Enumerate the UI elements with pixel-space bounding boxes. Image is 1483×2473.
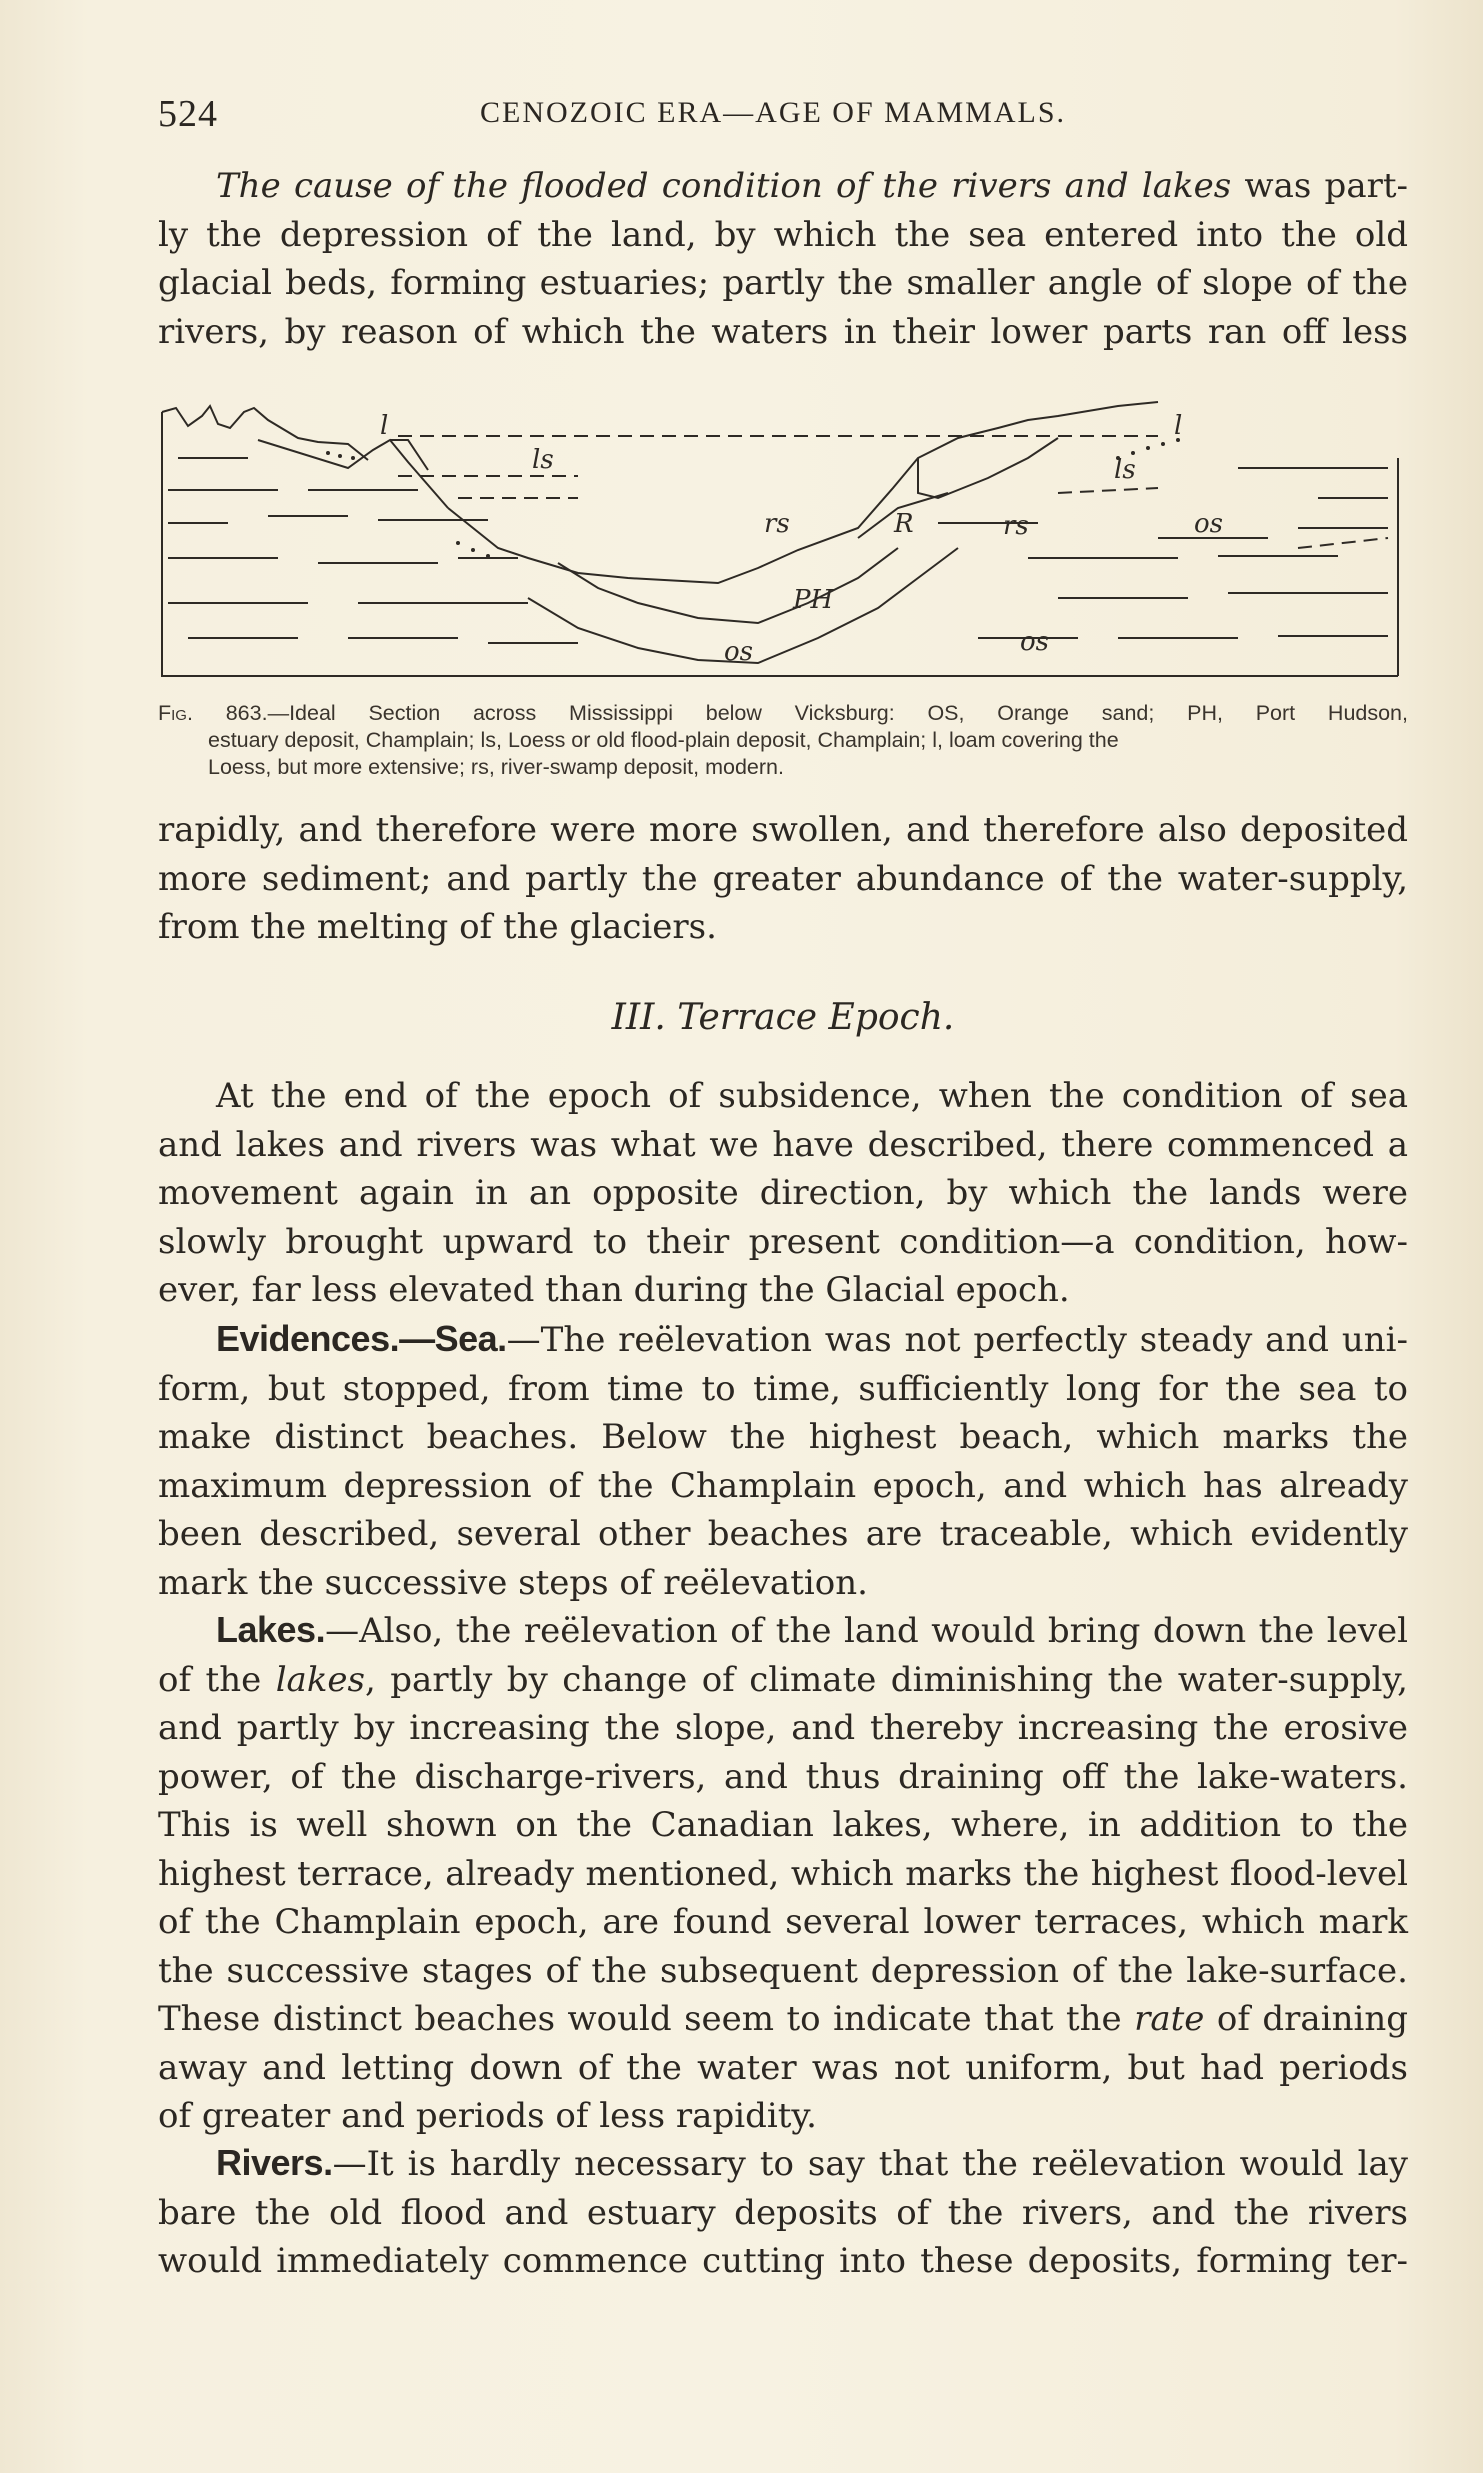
label-os-bottom-left: os bbox=[724, 637, 753, 667]
text-line: Rivers.—It is hardly necessary to say that the reëlevation would lay bbox=[216, 2142, 1408, 2184]
text-line: from the melting of the glaciers. bbox=[158, 907, 717, 947]
text-line: been described, several other beaches are traceable, which evidently bbox=[158, 1514, 1408, 1554]
text-line: the successive stages of the subsequent depression of the lake-surface. bbox=[158, 1950, 1408, 1991]
text-line: slowly brought upward to their present condition—a condition, how- bbox=[158, 1221, 1408, 1262]
text-line: of the lakes, partly by change of climate diminishing the water-supply, bbox=[158, 1659, 1408, 1700]
paragraph-flooded-condition bbox=[158, 162, 1408, 356]
text-line: would immediately commence cutting into these deposits, forming ter- bbox=[158, 2241, 1408, 2281]
figure-label: Fig. 863. bbox=[158, 701, 268, 725]
text-line: At the end of the epoch of subsidence, when the condition of sea bbox=[216, 1076, 1408, 1116]
text-line: The cause of the flooded condition of the rivers and lakes was part- bbox=[216, 166, 1408, 206]
paragraph-continuation bbox=[158, 806, 1408, 952]
label-rs-left: rs bbox=[764, 509, 790, 539]
valley-floor bbox=[448, 402, 1158, 583]
caption-line: estuary deposit, Champlain; ls, Loess or old flood-plain deposit, Champlain; l, loam covering the bbox=[208, 728, 1119, 752]
section-title: III. Terrace Epoch. bbox=[611, 997, 955, 1038]
text-line: rivers, by reason of which the waters in their lower parts ran off less bbox=[158, 311, 1408, 352]
figure-frame-left bbox=[162, 412, 1398, 676]
label-l-left: l bbox=[380, 411, 389, 441]
figure-caption bbox=[158, 700, 1408, 781]
inline-heading: Rivers. bbox=[216, 2142, 333, 2183]
label-os-bottom-right: os bbox=[1020, 627, 1049, 657]
text-line: highest terrace, already mentioned, which marks the highest flood-level bbox=[158, 1853, 1408, 1894]
text-line: and lakes and rivers was what we have described, there commenced a bbox=[158, 1124, 1408, 1165]
text-line: form, but stopped, from time to time, sufficiently long for the sea to bbox=[158, 1368, 1408, 1409]
text-line: movement again in an opposite direction, by which the lands were bbox=[158, 1173, 1408, 1213]
text-line: These distinct beaches would seem to indicate that the rate of draining bbox=[158, 1999, 1409, 2039]
text-line: This is well shown on the Canadian lakes, where, in addition to the bbox=[158, 1805, 1408, 1845]
label-l-right: l bbox=[1174, 411, 1183, 441]
text-line: more sediment; and partly the greater abundance of the water-supply, bbox=[158, 858, 1408, 899]
label-os-right-upper: os bbox=[1194, 509, 1223, 539]
text-line: of greater and periods of less rapidity. bbox=[158, 2096, 817, 2136]
text-line: rapidly, and therefore were more swollen, and therefore also deposited bbox=[158, 810, 1408, 850]
text-line: maximum depression of the Champlain epoch, and which has already bbox=[158, 1465, 1408, 1506]
page-number: 524 bbox=[158, 93, 218, 135]
text-line: power, of the discharge-rivers, and thus draining off the lake-waters. bbox=[158, 1756, 1408, 1797]
label-ph: PH bbox=[793, 585, 834, 615]
label-r: R bbox=[894, 509, 914, 539]
caption-line: Loess, but more extensive; rs, river-swamp deposit, modern. bbox=[208, 755, 784, 779]
caption-line: Fig. 863.—Ideal Section across Mississippi below Vicksburg: OS, Orange sand; PH, Port Hudson, bbox=[158, 701, 1408, 725]
text-line: Evidences.—Sea.—The reëlevation was not perfectly steady and uni- bbox=[216, 1318, 1408, 1360]
label-ls-right: ls bbox=[1114, 455, 1136, 485]
page-header bbox=[158, 92, 1408, 135]
italic-lead: The cause of the flooded condition of the rivers and lakes bbox=[216, 166, 1232, 206]
text-line: Lakes.—Also, the reëlevation of the land would bring down the level bbox=[216, 1609, 1408, 1651]
label-rs-right: rs bbox=[1003, 511, 1029, 541]
paragraph-evidences-sea bbox=[158, 1315, 1408, 1607]
running-head: CENOZOIC ERA—AGE OF MAMMALS. bbox=[480, 96, 1067, 129]
paragraph-end-of-subsidence bbox=[158, 1072, 1408, 1315]
label-ls-left: ls bbox=[532, 445, 554, 475]
text-line: away and letting down of the water was not uniform, but had periods bbox=[158, 2047, 1408, 2088]
text-line: ever, far less elevated than during the Glacial epoch. bbox=[158, 1270, 1070, 1310]
paragraph-lakes bbox=[158, 1606, 1408, 2141]
text-line: bare the old flood and estuary deposits of the rivers, and the rivers bbox=[158, 2192, 1408, 2233]
text-line: make distinct beaches. Below the highest beach, which marks the bbox=[158, 1417, 1408, 1457]
text-line: glacial beds, forming estuaries; partly the smaller angle of slope of the bbox=[158, 263, 1408, 303]
text-line: of the Champlain epoch, are found several lower terraces, which mark bbox=[158, 1902, 1408, 1942]
text-line: ly the depression of the land, by which the sea entered into the old bbox=[158, 214, 1408, 255]
surface-left bbox=[162, 406, 368, 460]
inline-heading: Lakes. bbox=[216, 1609, 326, 1650]
inline-heading: Evidences.—Sea. bbox=[216, 1318, 507, 1359]
paragraph-rivers bbox=[158, 2139, 1408, 2286]
text-line: mark the successive steps of reëlevation. bbox=[158, 1562, 868, 1603]
text-line: and partly by increasing the slope, and thereby increasing the erosive bbox=[158, 1708, 1408, 1748]
geologic-section-figure bbox=[158, 398, 1408, 688]
